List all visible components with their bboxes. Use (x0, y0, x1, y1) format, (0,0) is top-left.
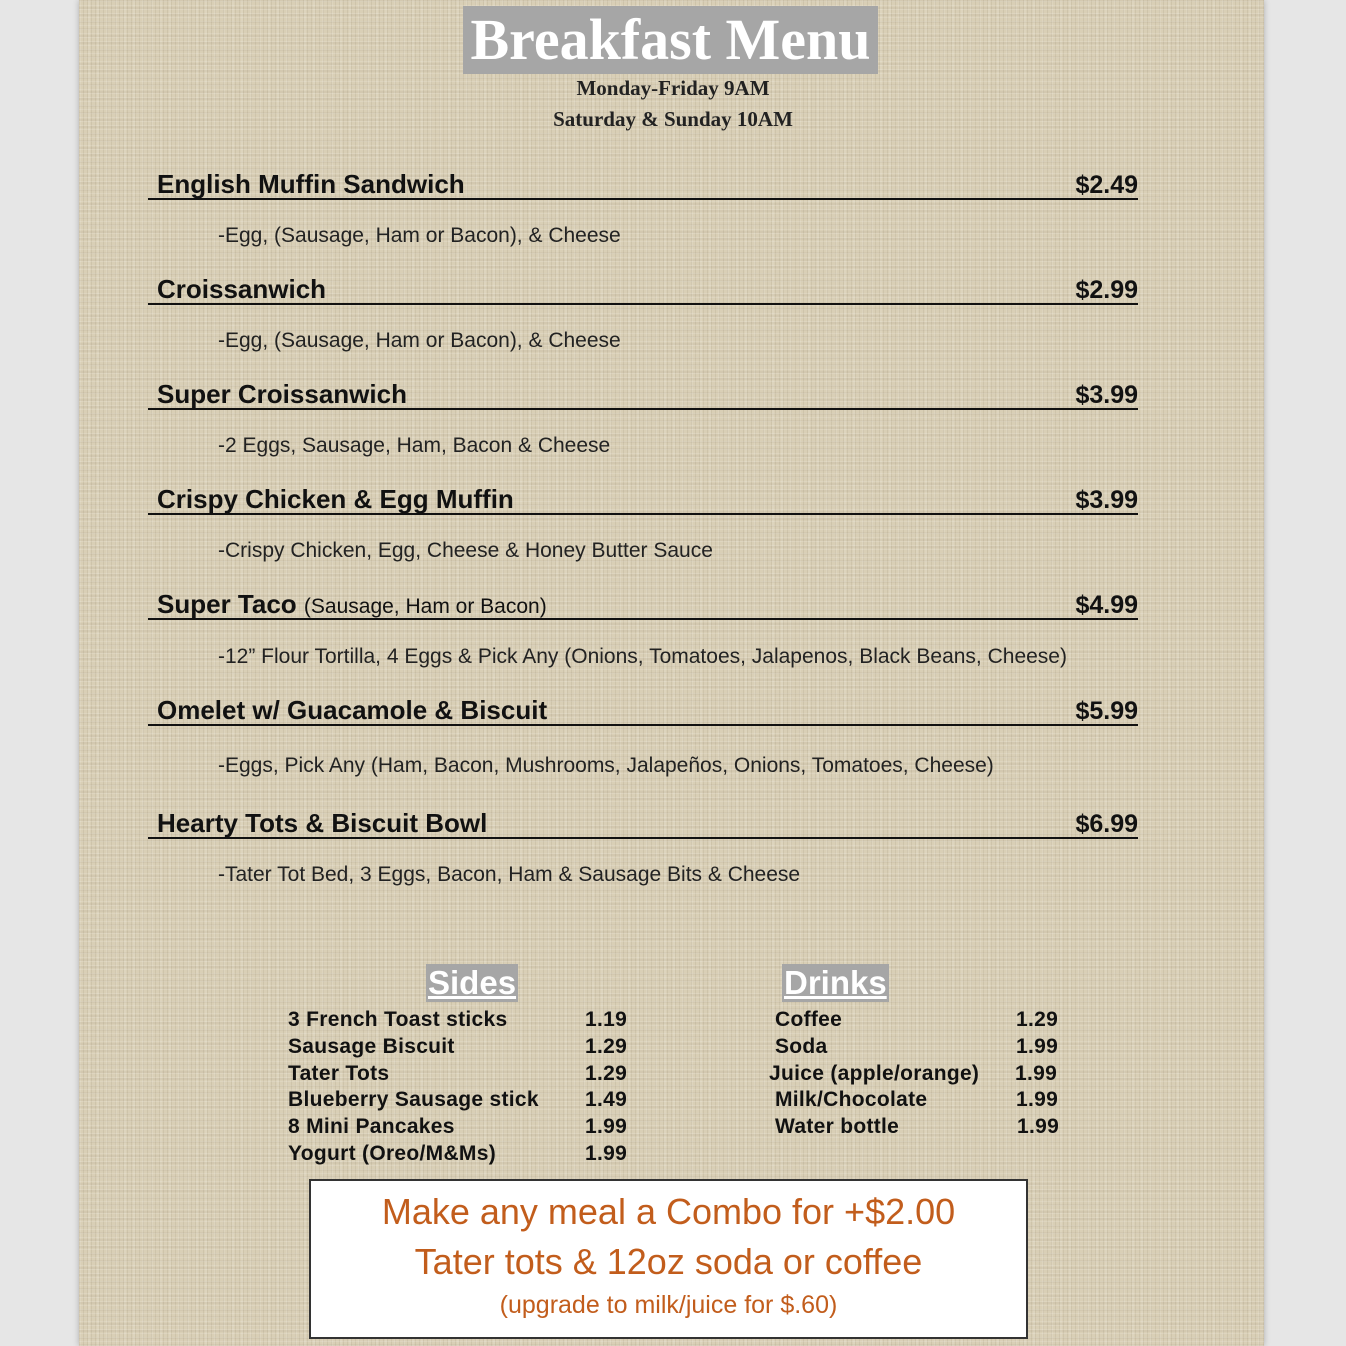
drink-price: 1.99 (1016, 1035, 1059, 1058)
menu-item (148, 477, 1138, 515)
side-name: 8 Mini Pancakes (288, 1115, 455, 1138)
side-name: Sausage Biscuit (288, 1035, 455, 1058)
drink-name: Soda (775, 1035, 828, 1058)
item-name: Super Taco (Sausage, Ham or Bacon) (157, 589, 547, 619)
drink-name: Coffee (775, 1008, 843, 1031)
item-note: (Sausage, Ham or Bacon) (303, 595, 547, 618)
side-name: Blueberry Sausage stick (288, 1088, 539, 1111)
item-description: -Egg, (Sausage, Ham or Bacon), & Cheese (218, 329, 621, 352)
drink-price: 1.99 (1017, 1115, 1060, 1138)
item-description: -Eggs, Pick Any (Ham, Bacon, Mushrooms, Jalapeños, Onions, Tomatoes, Cheese) (218, 754, 994, 777)
side-price: 1.49 (585, 1088, 628, 1111)
drink-name: Water bottle (775, 1115, 900, 1138)
side-price: 1.29 (585, 1035, 628, 1058)
combo-line-3: (upgrade to milk/juice for $.60) (499, 1291, 838, 1319)
item-name: Crispy Chicken & Egg Muffin (157, 484, 514, 514)
item-price: $2.99 (1075, 276, 1138, 304)
drink-price: 1.29 (1016, 1008, 1059, 1031)
side-price: 1.99 (585, 1142, 628, 1165)
sides-heading: Sides (428, 964, 517, 1001)
item-price: $5.99 (1075, 697, 1138, 725)
drink-price: 1.99 (1016, 1088, 1059, 1111)
item-description: -12” Flour Tortilla, 4 Eggs & Pick Any (Onions, Tomatoes, Jalapenos, Black Beans, Cheese) (218, 645, 1067, 668)
drinks-heading: Drinks (784, 964, 887, 1001)
menu-item (148, 162, 1138, 200)
item-name: Croissanwich (157, 274, 327, 304)
item-description: -Egg, (Sausage, Ham or Bacon), & Cheese (218, 224, 621, 247)
item-name: Super Croissanwich (157, 379, 407, 409)
item-name: Hearty Tots & Biscuit Bowl (157, 808, 488, 838)
hours-weekday: Monday-Friday 9AM (576, 76, 770, 100)
menu-title: Breakfast Menu (463, 6, 878, 74)
menu-item (148, 801, 1138, 839)
side-name: Yogurt (Oreo/M&Ms) (288, 1142, 496, 1165)
menu-item (148, 267, 1138, 305)
item-price: $6.99 (1075, 810, 1138, 838)
hours-weekend: Saturday & Sunday 10AM (553, 107, 793, 131)
combo-line-2: Tater tots & 12oz soda or coffee (414, 1241, 923, 1282)
menu-page (79, 0, 1264, 1346)
drink-name: Milk/Chocolate (775, 1088, 928, 1111)
combo-line-1: Make any meal a Combo for +$2.00 (381, 1191, 956, 1232)
item-description: -2 Eggs, Sausage, Ham, Bacon & Cheese (218, 434, 611, 457)
item-description: -Tater Tot Bed, 3 Eggs, Bacon, Ham & Sausage Bits & Cheese (218, 863, 801, 886)
item-name: Omelet w/ Guacamole & Biscuit (157, 695, 548, 725)
menu-item (148, 372, 1138, 410)
side-price: 1.99 (585, 1115, 628, 1138)
side-name: Tater Tots (288, 1062, 390, 1085)
side-name: 3 French Toast sticks (288, 1008, 508, 1031)
item-price: $4.99 (1075, 591, 1138, 619)
item-price: $2.49 (1075, 171, 1138, 199)
drink-name: Juice (apple/orange) (769, 1062, 980, 1085)
combo-offer-box (309, 1179, 1028, 1339)
drink-price: 1.99 (1015, 1062, 1058, 1085)
item-price: $3.99 (1075, 381, 1138, 409)
side-price: 1.29 (585, 1062, 628, 1085)
side-price: 1.19 (585, 1008, 628, 1031)
item-description: -Crispy Chicken, Egg, Cheese & Honey Butter Sauce (218, 539, 713, 562)
menu-item (148, 582, 1138, 620)
item-price: $3.99 (1075, 486, 1138, 514)
item-name: English Muffin Sandwich (157, 169, 465, 199)
menu-item (148, 688, 1138, 726)
